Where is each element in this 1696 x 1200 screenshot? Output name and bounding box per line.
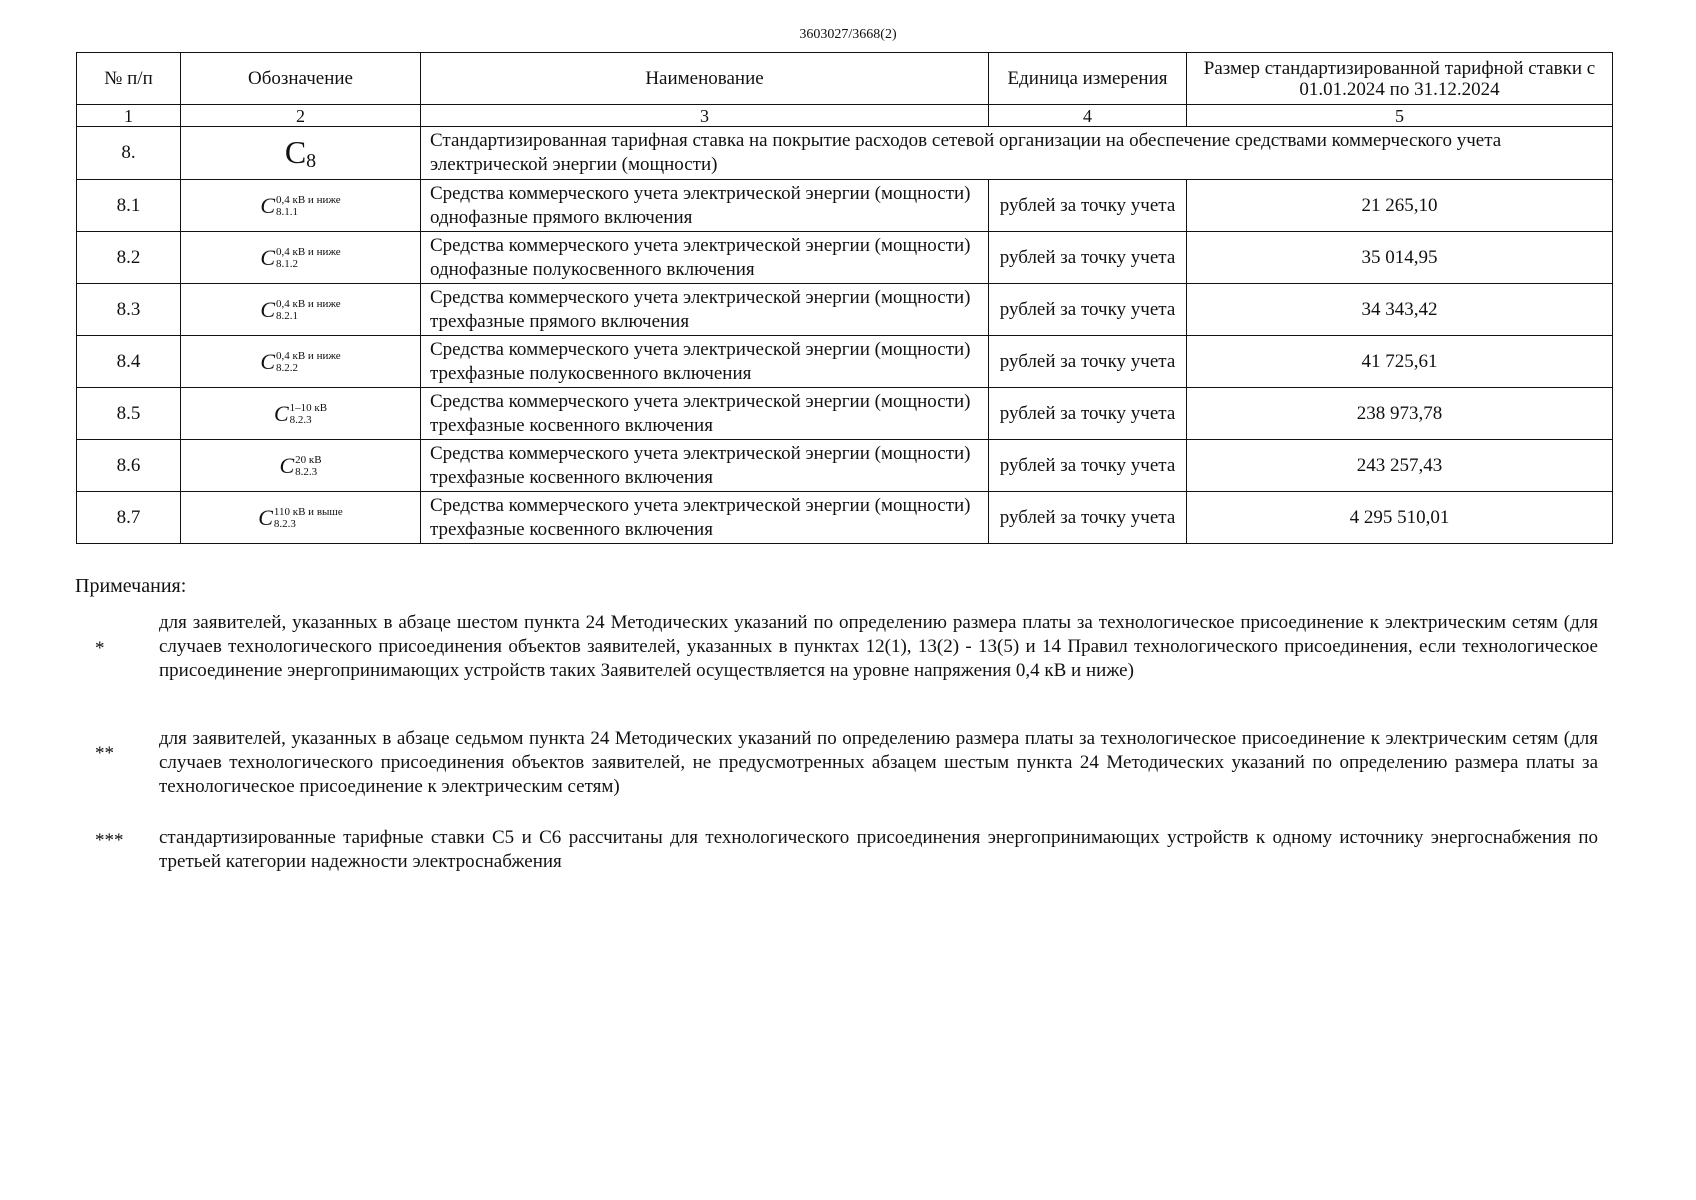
note-item — [75, 727, 1598, 799]
table-row — [77, 388, 1613, 440]
symbol-base: C — [273, 400, 289, 426]
row-unit: рублей за точку учета — [989, 180, 1187, 232]
row-number: 8.1 — [77, 180, 181, 232]
table-row — [77, 492, 1613, 544]
row-number: 8.4 — [77, 336, 181, 388]
symbol-sup: 0,4 кВ и ниже — [276, 193, 341, 206]
row-value: 35 014,95 — [1187, 232, 1613, 284]
symbol-sub: 8 — [306, 149, 317, 172]
table-row — [77, 336, 1613, 388]
table-header-row — [77, 53, 1613, 105]
row-number: 8.2 — [77, 232, 181, 284]
row-unit: рублей за точку учета — [989, 336, 1187, 388]
note-item — [75, 611, 1598, 683]
section-name: Стандартизированная тарифная ставка на покрытие расходов сетевой организации на обеспечение средствами коммерческого учета электрической энергии (мощности) — [421, 127, 1613, 180]
row-symbol — [181, 492, 421, 544]
symbol-sup: 20 кВ — [295, 453, 322, 466]
symbol-sub: 8.1.1 — [276, 205, 298, 218]
row-value: 238 973,78 — [1187, 388, 1613, 440]
row-symbol — [181, 440, 421, 492]
header-designation: Обозначение — [181, 53, 421, 105]
row-value: 34 343,42 — [1187, 284, 1613, 336]
row-name: Средства коммерческого учета электрической энергии (мощности) однофазные полукосвенного включения — [421, 232, 989, 284]
symbol-base: C — [284, 133, 307, 170]
notes-title: Примечания: — [75, 575, 187, 597]
note-mark: *** — [95, 830, 124, 851]
note-mark: * — [95, 638, 105, 659]
symbol-base: C — [279, 452, 295, 478]
header-unit: Единица измерения — [989, 53, 1187, 105]
row-symbol — [181, 232, 421, 284]
symbol-sub: 8.2.3 — [295, 465, 318, 478]
table-row — [77, 180, 1613, 232]
header-name: Наименование — [421, 53, 989, 105]
symbol-base: C — [260, 296, 275, 322]
row-number: 8.7 — [77, 492, 181, 544]
symbol-base: C — [260, 244, 275, 270]
column-number: 4 — [989, 105, 1187, 127]
note-text: для заявителей, указанных в абзаце седьмом пункта 24 Методических указаний по определению размера платы за технологическое присоединение к электрическим сетям (для случаев технологического присоединения объектов заявителей, не предусмотренных абзацем шестым пункта 24 Методических указаний по определению размера платы за технологическое присоединение к электрическим сетям) — [159, 728, 1598, 797]
symbol-sub: 8.2.3 — [273, 517, 296, 530]
row-value: 4 295 510,01 — [1187, 492, 1613, 544]
note-mark: ** — [95, 743, 114, 764]
symbol-base: C — [258, 504, 273, 530]
symbol-sub: 8.1.2 — [276, 257, 298, 270]
symbol-sub: 8.2.2 — [276, 361, 298, 374]
note-text: стандартизированные тарифные ставки С5 и С6 рассчитаны для технологического присоединения энергопринимающих устройств к одному источнику энергоснабжения по третьей категории надежности электроснабжения — [159, 827, 1598, 872]
row-unit: рублей за точку учета — [989, 388, 1187, 440]
row-name: Средства коммерческого учета электрической энергии (мощности) однофазные прямого включения — [421, 180, 989, 232]
symbol-sup: 0,4 кВ и ниже — [276, 297, 341, 310]
row-name: Средства коммерческого учета электрической энергии (мощности) трехфазные косвенного включения — [421, 388, 989, 440]
table-row — [77, 284, 1613, 336]
symbol-sub: 8.2.1 — [276, 309, 298, 322]
row-unit: рублей за точку учета — [989, 232, 1187, 284]
row-name: Средства коммерческого учета электрической энергии (мощности) трехфазные прямого включения — [421, 284, 989, 336]
row-value: 41 725,61 — [1187, 336, 1613, 388]
row-value: 243 257,43 — [1187, 440, 1613, 492]
note-text: для заявителей, указанных в абзаце шестом пункта 24 Методических указаний по определению размера платы за технологическое присоединение к электрическим сетям (для случаев технологического присоединения объектов заявителей, указанных в пунктах 12(1), 13(2) - 13(5) и 14 Правил технологического присоединения, если технологическое присоединение энергопринимающих устройств таких Заявителей осуществляется на уровне напряжения 0,4 кВ и ниже) — [159, 612, 1598, 681]
row-unit: рублей за точку учета — [989, 284, 1187, 336]
row-unit: рублей за точку учета — [989, 492, 1187, 544]
row-symbol — [181, 180, 421, 232]
header-rate: Размер стандартизированной тарифной ставки с 01.01.2024 по 31.12.2024 — [1187, 53, 1613, 105]
tariff-table — [76, 52, 1613, 544]
symbol-sub: 8.2.3 — [289, 413, 312, 426]
section-number: 8. — [77, 127, 181, 180]
row-name: Средства коммерческого учета электрической энергии (мощности) трехфазные косвенного включения — [421, 440, 989, 492]
row-value: 21 265,10 — [1187, 180, 1613, 232]
symbol-sup: 1–10 кВ — [289, 401, 328, 414]
section-row — [77, 127, 1613, 180]
section-symbol — [181, 127, 421, 180]
table-row — [77, 440, 1613, 492]
symbol-base: C — [260, 192, 275, 218]
column-number: 2 — [181, 105, 421, 127]
row-number: 8.5 — [77, 388, 181, 440]
symbol-sup: 0,4 кВ и ниже — [276, 349, 341, 362]
row-symbol — [181, 336, 421, 388]
table-row — [77, 232, 1613, 284]
column-numbers-row — [77, 105, 1613, 127]
document-number: 3603027/3668(2) — [799, 27, 897, 42]
row-unit: рублей за точку учета — [989, 440, 1187, 492]
column-number: 5 — [1187, 105, 1613, 127]
row-name: Средства коммерческого учета электрической энергии (мощности) трехфазные косвенного включения — [421, 492, 989, 544]
symbol-sup: 0,4 кВ и ниже — [276, 245, 341, 258]
row-symbol — [181, 284, 421, 336]
note-item — [75, 826, 1598, 874]
row-symbol — [181, 388, 421, 440]
header-number: № п/п — [77, 53, 181, 105]
row-number: 8.6 — [77, 440, 181, 492]
row-number: 8.3 — [77, 284, 181, 336]
column-number: 1 — [77, 105, 181, 127]
symbol-sup: 110 кВ и выше — [273, 505, 343, 518]
row-name: Средства коммерческого учета электрической энергии (мощности) трехфазные полукосвенного включения — [421, 336, 989, 388]
symbol-base: C — [260, 348, 275, 374]
column-number: 3 — [421, 105, 989, 127]
